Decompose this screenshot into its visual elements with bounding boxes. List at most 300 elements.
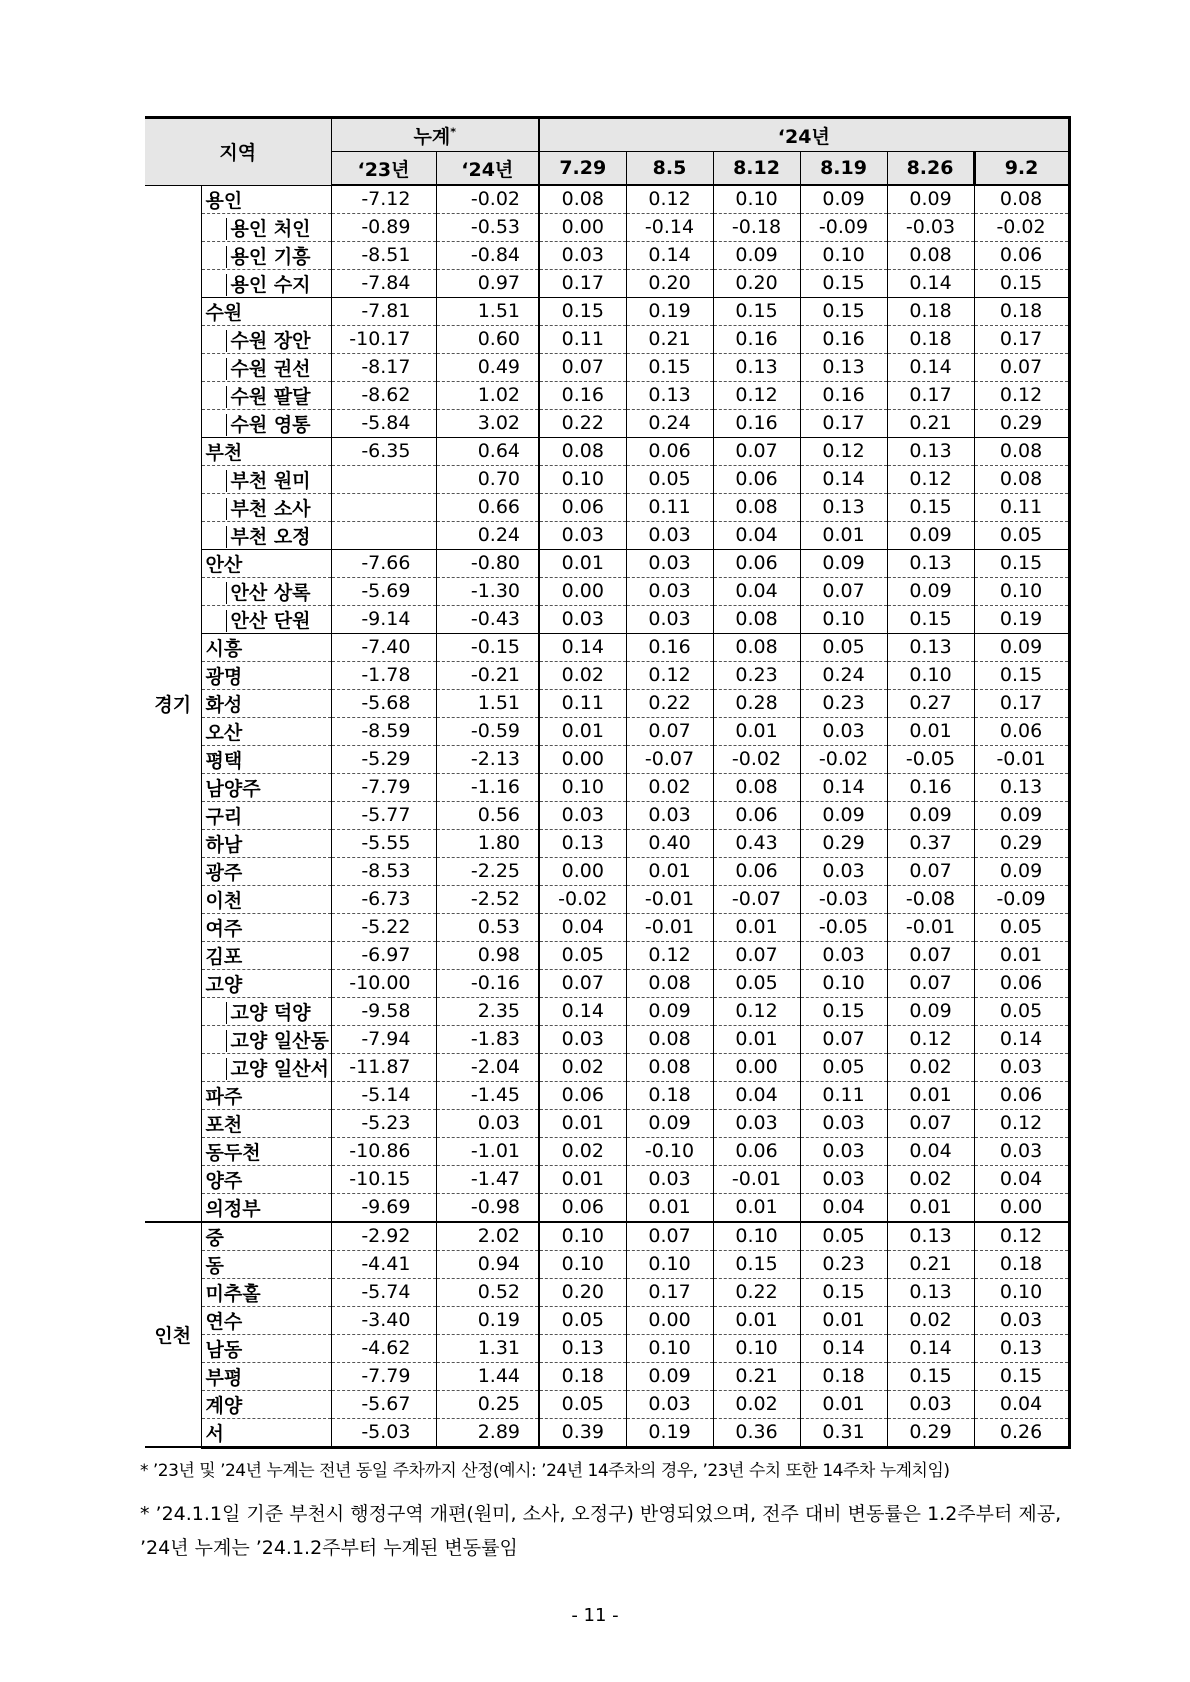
table-row <box>145 549 1069 577</box>
weekly-change-cell: 0.13 <box>800 353 887 381</box>
weekly-change-cell: 0.02 <box>539 1053 626 1081</box>
weekly-change-cell: 0.03 <box>800 717 887 745</box>
area-name <box>201 409 331 437</box>
weekly-change-cell: 0.04 <box>713 521 800 549</box>
weekly-change-cell: 0.09 <box>974 857 1069 885</box>
weekly-change-cell: 0.29 <box>800 829 887 857</box>
area-name <box>201 661 331 689</box>
weekly-change-cell: 0.01 <box>626 1193 713 1222</box>
weekly-change-cell: 0.11 <box>974 493 1069 521</box>
weekly-change-cell: -0.01 <box>887 913 974 941</box>
cumulative-23-cell: -7.79 <box>331 1362 436 1390</box>
weekly-change-cell: 0.22 <box>713 1278 800 1306</box>
weekly-change-cell: 0.09 <box>887 801 974 829</box>
weekly-change-cell: 0.10 <box>539 1250 626 1278</box>
area-name <box>201 437 331 465</box>
area-name-text: 수원 장안 <box>226 330 311 352</box>
area-name <box>201 1165 331 1193</box>
weekly-change-cell: 0.05 <box>974 997 1069 1025</box>
weekly-change-cell: 0.16 <box>626 633 713 661</box>
weekly-change-cell: 0.17 <box>887 381 974 409</box>
cumulative-24-cell: 2.35 <box>436 997 539 1025</box>
weekly-change-cell: 0.09 <box>626 1109 713 1137</box>
area-name-text: 부천 원미 <box>226 470 311 492</box>
weekly-change-cell: 0.39 <box>539 1418 626 1447</box>
header-week: 8.5 <box>626 152 713 186</box>
price-change-table <box>145 116 1071 1449</box>
weekly-change-cell: 0.13 <box>887 437 974 465</box>
area-name <box>201 297 331 325</box>
area-name <box>201 633 331 661</box>
area-name-text: 여주 <box>205 917 243 940</box>
weekly-change-cell: 0.03 <box>800 857 887 885</box>
area-name-text: 오산 <box>205 721 243 744</box>
area-name-text: 화성 <box>205 693 243 716</box>
weekly-change-cell: 0.14 <box>887 353 974 381</box>
header-region: 지역 <box>145 118 331 186</box>
weekly-change-cell: 0.01 <box>887 1193 974 1222</box>
table-row <box>145 1025 1069 1053</box>
area-name-text: 용인 <box>205 189 243 212</box>
weekly-change-cell: 0.03 <box>800 941 887 969</box>
table-row <box>145 997 1069 1025</box>
table-row <box>145 1193 1069 1222</box>
weekly-change-cell: 0.22 <box>539 409 626 437</box>
weekly-change-cell: 0.13 <box>887 1278 974 1306</box>
weekly-change-cell: 0.13 <box>713 353 800 381</box>
region-label: 인천 <box>145 1222 201 1448</box>
cumulative-24-cell: 0.97 <box>436 269 539 297</box>
area-name <box>201 1418 331 1447</box>
weekly-change-cell: 0.20 <box>539 1278 626 1306</box>
area-name <box>201 969 331 997</box>
cumulative-24-cell: -0.80 <box>436 549 539 577</box>
weekly-change-cell: 0.03 <box>539 1025 626 1053</box>
weekly-change-cell: 0.09 <box>626 1362 713 1390</box>
weekly-change-cell: 0.16 <box>800 381 887 409</box>
cumulative-24-cell: 1.51 <box>436 689 539 717</box>
table-row <box>145 801 1069 829</box>
cumulative-24-cell: -2.13 <box>436 745 539 773</box>
weekly-change-cell: 0.15 <box>887 605 974 633</box>
cumulative-23-cell <box>331 521 436 549</box>
weekly-change-cell: 0.05 <box>626 465 713 493</box>
weekly-change-cell: 0.14 <box>539 997 626 1025</box>
weekly-change-cell: 0.13 <box>974 773 1069 801</box>
area-name <box>201 1278 331 1306</box>
cumulative-24-cell: -2.25 <box>436 857 539 885</box>
cumulative-23-cell: -4.62 <box>331 1334 436 1362</box>
cumulative-24-cell: -1.47 <box>436 1165 539 1193</box>
weekly-change-cell: 0.14 <box>800 773 887 801</box>
cumulative-24-cell: 0.98 <box>436 941 539 969</box>
weekly-change-cell: 0.10 <box>800 605 887 633</box>
weekly-change-cell: 0.20 <box>626 269 713 297</box>
area-name-text: 광주 <box>205 861 243 884</box>
weekly-change-cell: 0.36 <box>713 1418 800 1447</box>
weekly-change-cell: 0.12 <box>713 381 800 409</box>
area-name <box>201 269 331 297</box>
weekly-change-cell: 0.15 <box>974 549 1069 577</box>
header-week: 8.12 <box>713 152 800 186</box>
weekly-change-cell: 0.01 <box>539 1165 626 1193</box>
header-week: 8.26 <box>887 152 974 186</box>
weekly-change-cell: 0.11 <box>539 689 626 717</box>
cumulative-24-cell: -1.45 <box>436 1081 539 1109</box>
weekly-change-cell: 0.15 <box>974 269 1069 297</box>
cumulative-24-cell: 0.53 <box>436 913 539 941</box>
cumulative-24-cell: -0.53 <box>436 213 539 241</box>
weekly-change-cell: 0.15 <box>800 297 887 325</box>
cumulative-23-cell: -5.29 <box>331 745 436 773</box>
area-name <box>201 493 331 521</box>
header-week: 7.29 <box>539 152 626 186</box>
weekly-change-cell: 0.16 <box>539 381 626 409</box>
area-name <box>201 745 331 773</box>
area-name-text: 부천 소사 <box>226 498 311 520</box>
cumulative-23-cell: -7.81 <box>331 297 436 325</box>
weekly-change-cell: 0.18 <box>974 1250 1069 1278</box>
weekly-change-cell: 0.03 <box>539 521 626 549</box>
weekly-change-cell: 0.05 <box>713 969 800 997</box>
region-label: 경기 <box>145 185 201 1222</box>
table-row <box>145 913 1069 941</box>
weekly-change-cell: 0.10 <box>539 1222 626 1251</box>
weekly-change-cell: 0.05 <box>800 1053 887 1081</box>
weekly-change-cell: -0.18 <box>713 213 800 241</box>
cumulative-24-cell: 0.66 <box>436 493 539 521</box>
weekly-change-cell: 0.19 <box>974 605 1069 633</box>
weekly-change-cell: 0.09 <box>887 577 974 605</box>
cumulative-23-cell: -5.77 <box>331 801 436 829</box>
area-name-text: 광명 <box>205 665 243 688</box>
table-row <box>145 353 1069 381</box>
weekly-change-cell: 0.10 <box>539 465 626 493</box>
weekly-change-cell: 0.09 <box>974 801 1069 829</box>
header-cum-24: ‘24년 <box>436 152 539 186</box>
cumulative-24-cell: 3.02 <box>436 409 539 437</box>
table-row <box>145 857 1069 885</box>
weekly-change-cell: 0.15 <box>974 1362 1069 1390</box>
area-name-text: 부평 <box>205 1366 243 1389</box>
weekly-change-cell: 0.29 <box>887 1418 974 1447</box>
table-row <box>145 213 1069 241</box>
weekly-change-cell: 0.06 <box>539 1193 626 1222</box>
table-row <box>145 577 1069 605</box>
weekly-change-cell: 0.23 <box>800 1250 887 1278</box>
weekly-change-cell: 0.00 <box>539 857 626 885</box>
table-row <box>145 269 1069 297</box>
table-row <box>145 689 1069 717</box>
weekly-change-cell: 0.06 <box>626 437 713 465</box>
weekly-change-cell: 0.17 <box>974 325 1069 353</box>
weekly-change-cell: 0.20 <box>713 269 800 297</box>
weekly-change-cell: 0.10 <box>626 1334 713 1362</box>
area-name <box>201 857 331 885</box>
cumulative-23-cell: -5.23 <box>331 1109 436 1137</box>
weekly-change-cell: 0.03 <box>974 1137 1069 1165</box>
weekly-change-cell: -0.10 <box>626 1137 713 1165</box>
weekly-change-cell: 0.18 <box>800 1362 887 1390</box>
weekly-change-cell: 0.05 <box>800 633 887 661</box>
cumulative-24-cell: 1.44 <box>436 1362 539 1390</box>
weekly-change-cell: 0.07 <box>539 353 626 381</box>
table-row <box>145 1081 1069 1109</box>
area-name <box>201 549 331 577</box>
cumulative-23-cell: -8.62 <box>331 381 436 409</box>
page-number: - 11 - <box>571 1605 619 1626</box>
weekly-change-cell: 0.02 <box>713 1390 800 1418</box>
weekly-change-cell: 0.21 <box>887 1250 974 1278</box>
weekly-change-cell: -0.03 <box>800 885 887 913</box>
weekly-change-cell: 0.13 <box>887 633 974 661</box>
area-name-text: 미추홀 <box>205 1282 261 1305</box>
cumulative-24-cell: 0.03 <box>436 1109 539 1137</box>
area-name <box>201 325 331 353</box>
area-name <box>201 1193 331 1222</box>
weekly-change-cell: 0.06 <box>539 493 626 521</box>
cumulative-23-cell: -5.69 <box>331 577 436 605</box>
cumulative-24-cell: -0.16 <box>436 969 539 997</box>
weekly-change-cell: 0.08 <box>974 437 1069 465</box>
cumulative-23-cell: -8.59 <box>331 717 436 745</box>
weekly-change-cell: 0.12 <box>626 941 713 969</box>
weekly-change-cell: 0.08 <box>974 185 1069 213</box>
weekly-change-cell: 0.17 <box>539 269 626 297</box>
cumulative-23-cell: -5.55 <box>331 829 436 857</box>
weekly-change-cell: 0.06 <box>974 1081 1069 1109</box>
weekly-change-cell: 0.02 <box>887 1053 974 1081</box>
cumulative-23-cell: -9.58 <box>331 997 436 1025</box>
area-name <box>201 1306 331 1334</box>
area-name <box>201 1137 331 1165</box>
weekly-change-cell: 0.08 <box>626 1053 713 1081</box>
weekly-change-cell: 0.23 <box>800 689 887 717</box>
weekly-change-cell: 0.00 <box>626 1306 713 1334</box>
area-name <box>201 185 331 213</box>
weekly-change-cell: 0.27 <box>887 689 974 717</box>
weekly-change-cell: 0.21 <box>713 1362 800 1390</box>
area-name <box>201 997 331 1025</box>
weekly-change-cell: 0.01 <box>713 1193 800 1222</box>
weekly-change-cell: 0.09 <box>974 633 1069 661</box>
weekly-change-cell: 0.17 <box>974 689 1069 717</box>
area-name-text: 부천 <box>205 441 243 464</box>
table-row <box>145 605 1069 633</box>
weekly-change-cell: 0.09 <box>713 241 800 269</box>
weekly-change-cell: 0.08 <box>539 437 626 465</box>
weekly-change-cell: 0.01 <box>887 1081 974 1109</box>
cumulative-24-cell: 2.89 <box>436 1418 539 1447</box>
cumulative-24-cell: 0.25 <box>436 1390 539 1418</box>
cumulative-23-cell: -11.87 <box>331 1053 436 1081</box>
weekly-change-cell: -0.14 <box>626 213 713 241</box>
area-name-text: 수원 팔달 <box>226 386 311 408</box>
weekly-change-cell: 0.09 <box>800 549 887 577</box>
weekly-change-cell: 0.13 <box>974 1334 1069 1362</box>
table-row <box>145 493 1069 521</box>
weekly-change-cell: 0.23 <box>713 661 800 689</box>
table-row <box>145 1165 1069 1193</box>
weekly-change-cell: 0.21 <box>626 325 713 353</box>
weekly-change-cell: 0.05 <box>539 941 626 969</box>
weekly-change-cell: 0.15 <box>800 1278 887 1306</box>
weekly-change-cell: 0.13 <box>887 1222 974 1251</box>
weekly-change-cell: -0.05 <box>800 913 887 941</box>
weekly-change-cell: 0.29 <box>974 829 1069 857</box>
weekly-change-cell: 0.01 <box>800 521 887 549</box>
area-name <box>201 521 331 549</box>
weekly-change-cell: 0.43 <box>713 829 800 857</box>
weekly-change-cell: 0.01 <box>626 857 713 885</box>
weekly-change-cell: 0.04 <box>974 1165 1069 1193</box>
weekly-change-cell: 0.12 <box>887 465 974 493</box>
cumulative-23-cell: -10.00 <box>331 969 436 997</box>
weekly-change-cell: 0.11 <box>539 325 626 353</box>
weekly-change-cell: 0.10 <box>974 1278 1069 1306</box>
weekly-change-cell: 0.19 <box>626 297 713 325</box>
footnote-bucheon: * ’24.1.1일 기준 부천시 행정구역 개편(원미, 소사, 오정구) 반영되었으며, 전주 대비 변동률은 1.2주부터 제공, ’24년 누계는 ’24.1.2주부터 누계된 변동률임 <box>140 1503 1062 1559</box>
cumulative-23-cell: -8.51 <box>331 241 436 269</box>
weekly-change-cell: 0.16 <box>800 325 887 353</box>
cumulative-24-cell: 2.02 <box>436 1222 539 1251</box>
area-name-text: 평택 <box>205 749 243 772</box>
area-name <box>201 829 331 857</box>
weekly-change-cell: 0.06 <box>539 1081 626 1109</box>
weekly-change-cell: 0.18 <box>539 1362 626 1390</box>
weekly-change-cell: 0.14 <box>887 1334 974 1362</box>
weekly-change-cell: 0.01 <box>713 717 800 745</box>
cumulative-24-cell: 0.52 <box>436 1278 539 1306</box>
area-name <box>201 465 331 493</box>
area-name <box>201 801 331 829</box>
table-row <box>145 941 1069 969</box>
cumulative-24-cell: 1.02 <box>436 381 539 409</box>
header-year-24: ‘24년 <box>539 118 1069 152</box>
cumulative-23-cell: -8.53 <box>331 857 436 885</box>
cumulative-23-cell: -9.14 <box>331 605 436 633</box>
table-row <box>145 717 1069 745</box>
weekly-change-cell: 0.02 <box>539 661 626 689</box>
area-name <box>201 1109 331 1137</box>
weekly-change-cell: 0.08 <box>626 1025 713 1053</box>
cumulative-23-cell: -5.67 <box>331 1390 436 1418</box>
weekly-change-cell: 0.10 <box>974 577 1069 605</box>
area-name <box>201 213 331 241</box>
cumulative-24-cell: 0.70 <box>436 465 539 493</box>
area-name-text: 고양 덕양 <box>226 1002 311 1024</box>
weekly-change-cell: -0.02 <box>974 213 1069 241</box>
weekly-change-cell: -0.01 <box>974 745 1069 773</box>
area-name-text: 용인 수지 <box>226 274 311 296</box>
cumulative-23-cell: -1.78 <box>331 661 436 689</box>
weekly-change-cell: 0.10 <box>713 1334 800 1362</box>
cumulative-24-cell: 0.60 <box>436 325 539 353</box>
area-name <box>201 1081 331 1109</box>
weekly-change-cell: 0.07 <box>800 1025 887 1053</box>
table-row <box>145 829 1069 857</box>
cumulative-23-cell: -9.69 <box>331 1193 436 1222</box>
cumulative-23-cell <box>331 465 436 493</box>
table-row <box>145 1362 1069 1390</box>
weekly-change-cell: 0.01 <box>539 1109 626 1137</box>
table-row <box>145 1109 1069 1137</box>
weekly-change-cell: 0.01 <box>887 717 974 745</box>
area-name <box>201 717 331 745</box>
weekly-change-cell: -0.09 <box>974 885 1069 913</box>
cumulative-24-cell: 0.56 <box>436 801 539 829</box>
weekly-change-cell: 0.08 <box>887 241 974 269</box>
weekly-change-cell: 0.19 <box>626 1418 713 1447</box>
weekly-change-cell: 0.03 <box>974 1306 1069 1334</box>
weekly-change-cell: 0.40 <box>626 829 713 857</box>
cumulative-23-cell: -4.41 <box>331 1250 436 1278</box>
weekly-change-cell: -0.07 <box>626 745 713 773</box>
weekly-change-cell: 0.05 <box>539 1390 626 1418</box>
weekly-change-cell: 0.03 <box>539 801 626 829</box>
weekly-change-cell: 0.09 <box>800 185 887 213</box>
area-name-text: 동 <box>205 1254 224 1277</box>
weekly-change-cell: 0.26 <box>974 1418 1069 1447</box>
area-name <box>201 1250 331 1278</box>
cumulative-24-cell: -0.21 <box>436 661 539 689</box>
table-row <box>145 1334 1069 1362</box>
area-name-text: 안산 단원 <box>226 610 311 632</box>
weekly-change-cell: 0.05 <box>974 913 1069 941</box>
weekly-change-cell: 0.07 <box>713 941 800 969</box>
table-row <box>145 381 1069 409</box>
weekly-change-cell: 0.02 <box>626 773 713 801</box>
area-name-text: 구리 <box>205 805 243 828</box>
cumulative-23-cell: -7.12 <box>331 185 436 213</box>
weekly-change-cell: 0.11 <box>800 1081 887 1109</box>
weekly-change-cell: 0.03 <box>626 801 713 829</box>
table-row <box>145 1250 1069 1278</box>
area-name-text: 고양 일산동 <box>226 1030 329 1052</box>
weekly-change-cell: 0.18 <box>626 1081 713 1109</box>
weekly-change-cell: 0.04 <box>800 1193 887 1222</box>
area-name <box>201 381 331 409</box>
weekly-change-cell: 0.01 <box>713 1025 800 1053</box>
weekly-change-cell: 0.05 <box>539 1306 626 1334</box>
weekly-change-cell: 0.13 <box>626 381 713 409</box>
cumulative-23-cell: -7.66 <box>331 549 436 577</box>
cumulative-23-cell: -8.17 <box>331 353 436 381</box>
cumulative-23-cell: -6.35 <box>331 437 436 465</box>
weekly-change-cell: 0.03 <box>626 605 713 633</box>
weekly-change-cell: 0.07 <box>800 577 887 605</box>
weekly-change-cell: -0.05 <box>887 745 974 773</box>
weekly-change-cell: 0.14 <box>800 465 887 493</box>
weekly-change-cell: 0.31 <box>800 1418 887 1447</box>
area-name-text: 용인 처인 <box>226 218 311 240</box>
table-row <box>145 1306 1069 1334</box>
weekly-change-cell: 0.07 <box>539 969 626 997</box>
weekly-change-cell: 0.06 <box>713 1137 800 1165</box>
table-row <box>145 1278 1069 1306</box>
weekly-change-cell: 0.13 <box>800 493 887 521</box>
cumulative-23-cell <box>331 493 436 521</box>
weekly-change-cell: 0.00 <box>974 1193 1069 1222</box>
table-row <box>145 969 1069 997</box>
weekly-change-cell: 0.03 <box>626 577 713 605</box>
weekly-change-cell: 0.13 <box>539 1334 626 1362</box>
weekly-change-cell: 0.22 <box>626 689 713 717</box>
weekly-change-cell: 0.03 <box>539 605 626 633</box>
weekly-change-cell: 0.06 <box>974 717 1069 745</box>
weekly-change-cell: -0.03 <box>887 213 974 241</box>
table-row <box>145 409 1069 437</box>
